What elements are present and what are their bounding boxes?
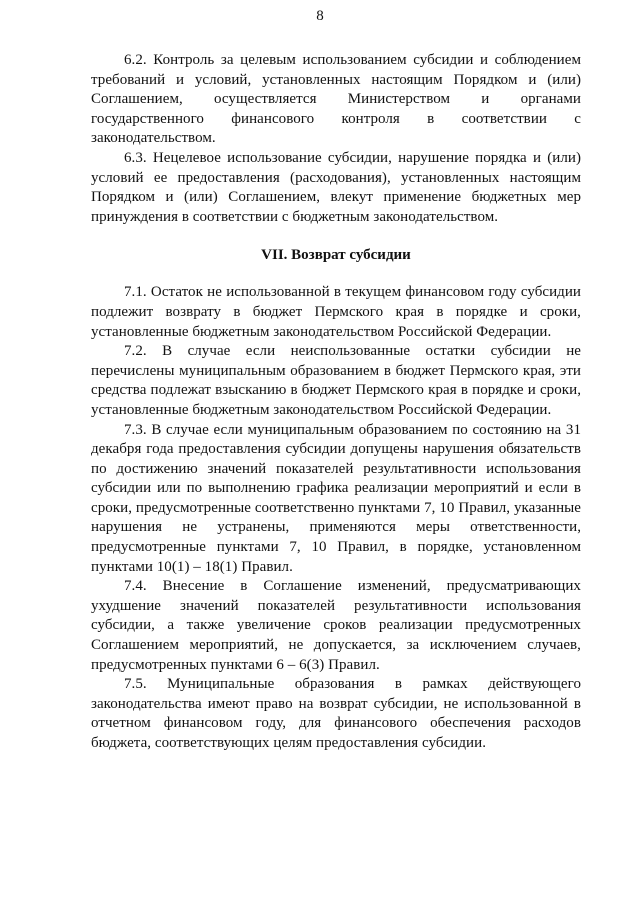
paragraph-7-2: 7.2. В случае если неиспользованные остатки субсидии не перечислены муниципальным образованием в бюджет Пермского края, эти средства подлежат взысканию в бюджет Пермского края в порядке и сроки, установленные бюджетным законодательством Российской Федерации. xyxy=(91,343,581,418)
document-body xyxy=(91,51,581,754)
page-number: 8 xyxy=(316,8,324,24)
paragraph-6-3: 6.3. Нецелевое использование субсидии, нарушение порядка и (или) условий ее предоставления (расходования), установленных настоящим Порядком и (или) Соглашением, влекут применение бюджетных мер принуждения в соответствии с бюджетным законодательством. xyxy=(91,149,581,225)
section-title: VII. Возврат субсидии xyxy=(261,247,411,264)
paragraph-7-3: 7.3. В случае если муниципальным образованием по состоянию на 31 декабря года предоставления субсидии допущены нарушения обязательств по достижению значений показателей результативности использования субсидии или по выполнению графика реализации мероприятий и если в сроки, предусмотренные соответственно пунктами 7, 10 Правил, указанные нарушения не устранены, применяются меры ответственности, предусмотренные пунктами 7, 10 Правил, в порядке, установленном пунктами 10(1) – 18(1) Правил. xyxy=(91,421,581,575)
paragraph-7-5: 7.5. Муниципальные образования в рамках действующего законодательства имеют право на возврат субсидии, не использованной в отчетном финансовом году, для финансового обеспечения расходов бюджета, соответствующих целям предоставления субсидии. xyxy=(91,676,581,751)
paragraph-7-1: 7.1. Остаток не использованной в текущем финансовом году субсидии подлежит возврату в бюджет Пермского края в порядке и сроки, установленные бюджетным законодательством Российской Федерации. xyxy=(91,284,581,340)
paragraph-6-2: 6.2. Контроль за целевым использованием субсидии и соблюдением требований и условий, установленных настоящим Порядком и (или) Соглашением, осуществляется Министерством и органами государственного финансового контроля в соответствии с законодательством. xyxy=(91,52,581,147)
paragraph-7-4: 7.4. Внесение в Соглашение изменений, предусматривающих ухудшение значений показателей результативности использования субсидии, а также увеличение сроков реализации предусмотренных Соглашением мероприятий, не допускается, за исключением случаев, предусмотренных пунктами 6 – 6(3) Правил. xyxy=(91,578,581,673)
